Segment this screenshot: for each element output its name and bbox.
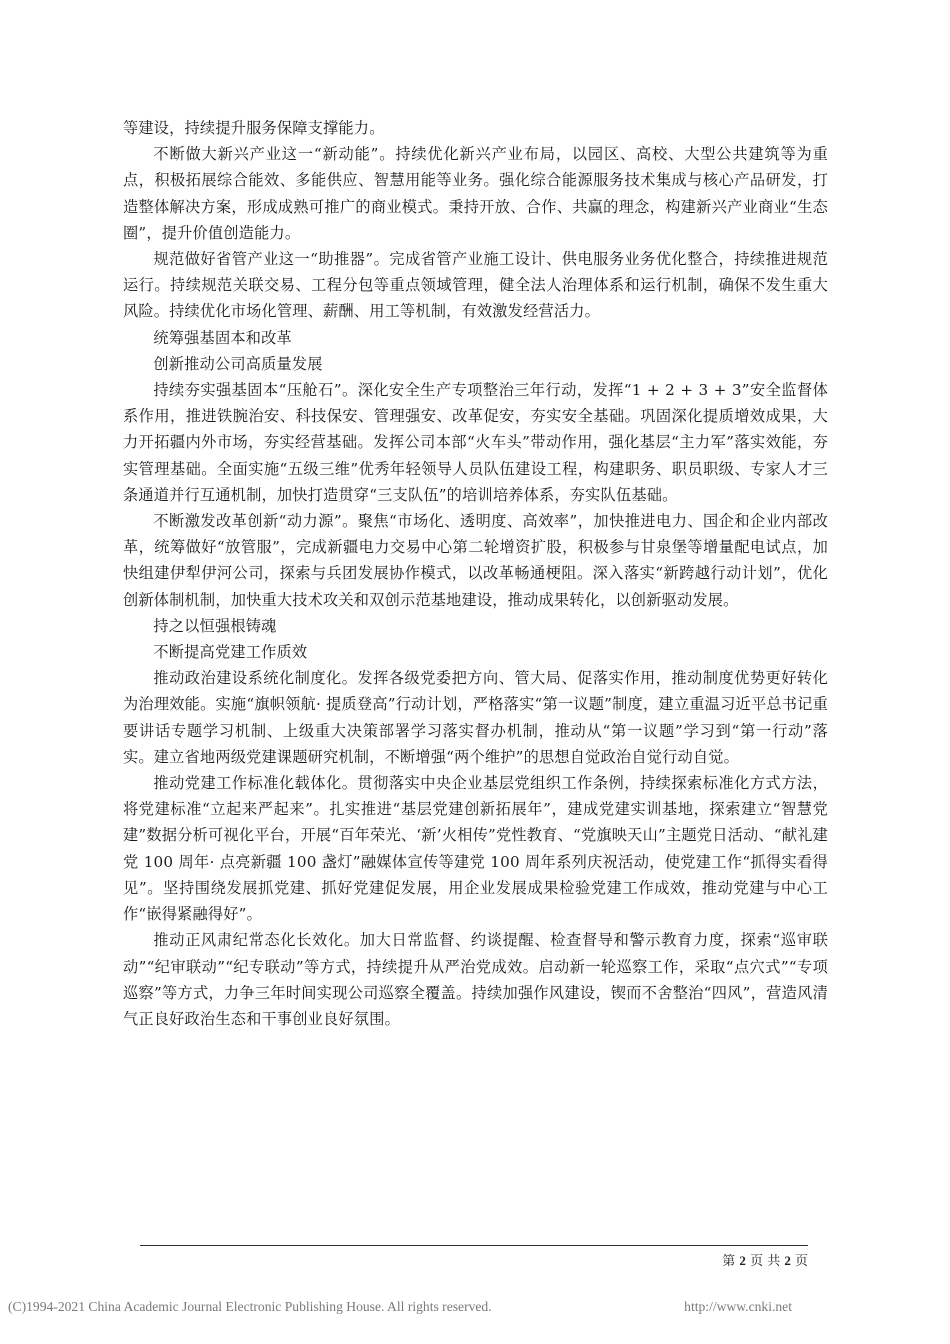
paragraph: 不断做大新兴产业这一“新动能”。持续优化新兴产业布局，以园区、高校、大型公共建筑等为重点，积极拓展综合能效、多能供应、智慧用能等业务。强化综合能源服务技术集成与核心产品研发，打造整体解决方案，形成成熟可推广的商业模式。秉持开放、合作、共赢的理念，构建新兴产业商业“生态圈”，提升价值创造能力。 (123, 145, 828, 242)
paragraph: 不断激发改革创新“动力源”。聚焦“市场化、透明度、高效率”，加快推进电力、国企和企业内部改革，统筹做好“放管服”，完成新疆电力交易中心第二轮增资扩股，积极参与甘泉堡等增量配电试点，加快组建伊犁伊河公司，探索与兵团发展协作模式，以改革畅通梗阻。深入落实“新跨越行动计划”，优化创新体制机制，加快重大技术攻关和双创示范基地建设，推动成果转化，以创新驱动发展。 (123, 512, 828, 609)
paragraph-continuation: 等建设，持续提升服务保障支撑能力。 (123, 119, 385, 137)
page-number: 第 2 页 共 2 页 (722, 1253, 808, 1269)
paragraph: 推动正风肃纪常态化长效化。加大日常监督、约谈提醒、检查督导和警示教育力度，探索“巡审联动”“纪审联动”“纪专联动”等方式，持续提升从严治党成效。启动新一轮巡察工作，采取“点穴式”“专项巡察”等方式，力争三年时间实现公司巡察全覆盖。持续加强作风建设，锲而不舍整治“四风”，营造风清气正良好政治生态和干事创业良好氛围。 (123, 931, 828, 1028)
section-subheading: 不断提高党建工作质效 (153, 643, 308, 662)
site-link[interactable]: http://www.cnki.net (684, 1299, 792, 1314)
paragraph: 推动党建工作标准化载体化。贯彻落实中央企业基层党组织工作条例，持续探索标准化方式方法，将党建标准“立起来严起来”。扎实推进“基层党建创新拓展年”，建成党建实训基地，探索建立“智慧党建”数据分析可视化平台，开展“百年荣光、‘新’火相传”党性教育、“党旗映天山”主题党日活动、“献礼建党 100 周年· 点亮新疆 100 盏灯”融媒体宣传等建党 100 周年系列庆祝活动，使党建工作“抓得实看得见”。坚持围绕发展抓党建、抓好党建促发展，用企业发展成果检验党建工作成效，推动党建与中心工作“嵌得紧融得好”。 (123, 774, 828, 924)
section-heading: 统筹强基固本和改革 (153, 328, 292, 347)
article-body (123, 115, 828, 1032)
section-heading: 持之以恒强根铸魂 (153, 616, 277, 635)
copyright-notice: (C)1994-2021 China Academic Journal Electronic Publishing House. All rights reserved. (8, 1299, 492, 1314)
section-subheading: 创新推动公司高质量发展 (153, 354, 323, 373)
paragraph: 推动政治建设系统化制度化。发挥各级党委把方向、管大局、促落实作用，推动制度优势更好转化为治理效能。实施“旗帜领航· 提质登高”行动计划，严格落实“第一议题”制度，建立重温习近平总书记重要讲话专题学习机制、上级重大决策部署学习落实督办机制，推动从“第一议题”学习到“第一行动”落实。建立省地两级党建课题研究机制，不断增强“两个维护”的思想自觉政治自觉行动自觉。 (123, 669, 828, 766)
paragraph: 持续夯实强基固本“压舱石”。深化安全生产专项整治三年行动，发挥“1 + 2 + 3 + 3”安全监督体系作用，推进铁腕治安、科技保安、管理强安、改革促安，夯实安全基础。巩固深化提质增效成果，大力开拓疆内外市场，夯实经营基础。发挥公司本部“火车头”带动作用，强化基层“主力军”落实效能，夯实管理基础。全面实施“五级三维”优秀年轻领导人员队伍建设工程，构建职务、职员职级、专家人才三条通道并行互通机制，加快打造贯穿“三支队伍”的培训培养体系，夯实队伍基础。 (123, 381, 828, 504)
paragraph: 规范做好省管产业这一“助推器”。完成省管产业施工设计、供电服务业务优化整合，持续推进规范运行。持续规范关联交易、工程分包等重点领域管理，健全法人治理体系和运行机制，确保不发生重大风险。持续优化市场化管理、薪酬、用工等机制，有效激发经营活力。 (123, 250, 828, 321)
current-page: 2 (739, 1253, 746, 1268)
total-pages: 2 (784, 1253, 791, 1268)
footer-divider (140, 1245, 808, 1246)
